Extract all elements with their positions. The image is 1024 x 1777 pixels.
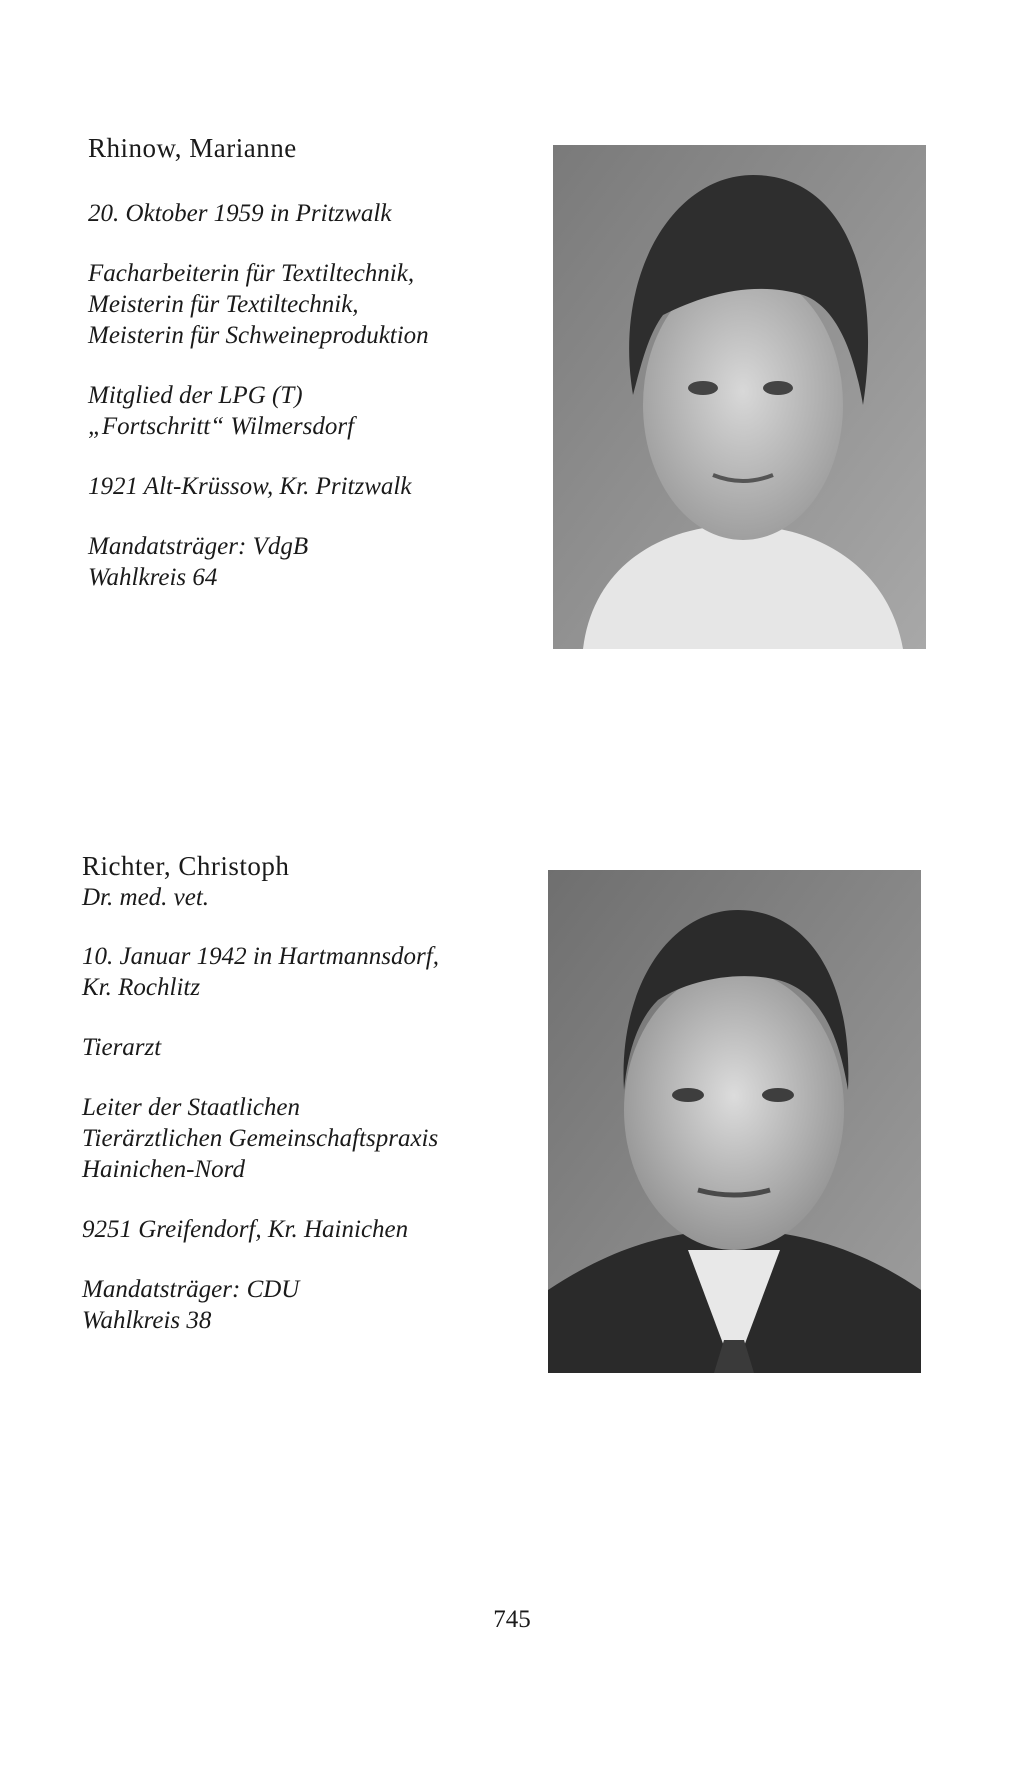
entry-richter [0,840,1024,1460]
portrait-image [548,870,921,1373]
birth-line: 10. Januar 1942 in Hartmannsdorf, [82,943,439,970]
workplace-line: „Fortschritt“ Wilmersdorf [88,413,355,440]
mandate-info [88,531,548,593]
portrait-image [553,145,926,649]
portrait-photo [553,145,926,649]
workplace-info [88,380,548,442]
entry-text [88,132,548,622]
mandate-line: Mandatsträger: CDU [82,1276,300,1303]
entry-rhinow [0,0,1024,700]
occupation-info [88,258,548,351]
address-line: 9251 Greifendorf, Kr. Hainichen [82,1216,409,1243]
occupation-line: Meisterin für Textiltechnik, [88,291,359,318]
mandate-line: Wahlkreis 38 [82,1307,212,1334]
occupation-line: Facharbeiterin für Textiltechnik, [88,260,415,287]
workplace-line: Hainichen-Nord [82,1156,245,1183]
person-name: Richter, Christoph [82,851,290,881]
mandate-info [82,1274,542,1336]
academic-title: Dr. med. vet. [82,884,210,911]
workplace-line: Leiter der Staatlichen [82,1094,301,1121]
workplace-info [82,1092,542,1185]
mandate-line: Wahlkreis 64 [88,564,218,591]
workplace-line: Mitglied der LPG (T) [88,382,303,409]
occupation-info [82,1032,542,1063]
birth-line: 20. Oktober 1959 in Pritzwalk [88,200,392,227]
address-info [88,471,548,502]
address-info [82,1214,542,1245]
birth-line: Kr. Rochlitz [82,974,201,1001]
birth-info [82,941,542,1003]
person-name: Rhinow, Marianne [88,133,297,163]
occupation-line: Tierarzt [82,1034,162,1061]
birth-info [88,198,548,229]
mandate-line: Mandatsträger: VdgB [88,533,309,560]
portrait-photo [548,870,921,1373]
workplace-line: Tierärztlichen Gemeinschaftspraxis [82,1125,439,1152]
occupation-line: Meisterin für Schweineproduktion [88,322,429,349]
address-line: 1921 Alt-Krüssow, Kr. Pritzwalk [88,473,412,500]
page-number: 745 [493,1606,531,1633]
entry-text [82,850,542,1365]
